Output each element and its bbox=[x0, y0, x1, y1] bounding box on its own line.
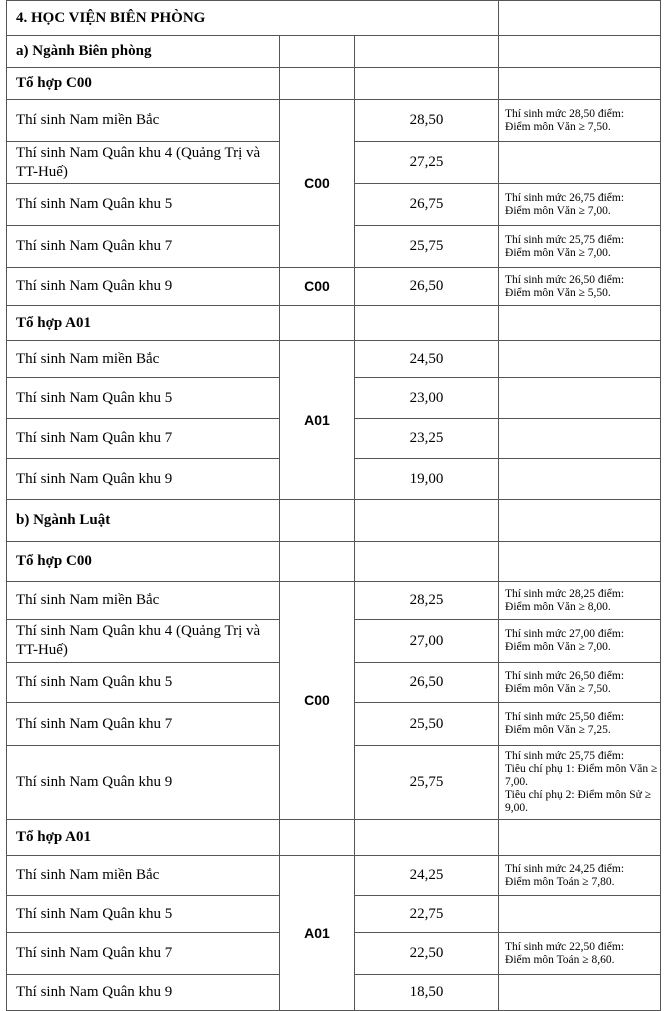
combination-code: C00 bbox=[280, 100, 355, 268]
page-title: 4. HỌC VIỆN BIÊN PHÒNG bbox=[7, 1, 499, 36]
candidate-cell: Thí sinh Nam Quân khu 7 bbox=[7, 933, 280, 975]
candidate-cell: Thí sinh Nam Quân khu 9 bbox=[7, 746, 280, 820]
note-line: Thí sinh mức 28,50 điểm: bbox=[505, 107, 625, 120]
candidate-cell: Thí sinh Nam Quân khu 4 (Quảng Trị và TT-Huế) bbox=[7, 142, 280, 184]
candidate-cell: Thí sinh Nam Quân khu 7 bbox=[7, 226, 280, 268]
admission-scores-table bbox=[6, 0, 661, 1011]
note-cell bbox=[499, 620, 661, 663]
score-cell: 28,25 bbox=[355, 582, 499, 620]
note-line: Thí sinh mức 26,50 điểm: bbox=[505, 669, 625, 682]
note-cell bbox=[499, 341, 661, 378]
combination-code: A01 bbox=[280, 341, 355, 500]
candidate-cell: Thí sinh Nam Quân khu 7 bbox=[7, 703, 280, 746]
table-row bbox=[7, 100, 661, 142]
candidate-cell: Thí sinh Nam Quân khu 4 (Quảng Trị và TT-Huế) bbox=[7, 620, 280, 663]
note-cell bbox=[499, 268, 661, 306]
score-cell: 27,25 bbox=[355, 142, 499, 184]
score-cell: 23,25 bbox=[355, 419, 499, 459]
note-line: Thí sinh mức 25,75 điểm: bbox=[505, 750, 625, 762]
section-heading-row bbox=[7, 500, 661, 542]
candidate-cell: Thí sinh Nam Quân khu 5 bbox=[7, 378, 280, 419]
note-line: Thí sinh mức 26,50 điểm: bbox=[505, 273, 625, 286]
note-cell bbox=[499, 100, 661, 142]
candidate-cell: Thí sinh Nam Quân khu 9 bbox=[7, 268, 280, 306]
note-cell bbox=[499, 746, 661, 820]
note-line: Thí sinh mức 25,75 điểm: bbox=[505, 233, 625, 246]
note-line: Điểm môn Văn ≥ 7,00. bbox=[505, 204, 611, 217]
note-line: Tiêu chí phụ 2: Điểm môn Sử ≥ 9,00. bbox=[505, 789, 652, 814]
section-heading: b) Ngành Luật bbox=[7, 500, 280, 542]
combination-code: C00 bbox=[280, 268, 355, 306]
candidate-cell: Thí sinh Nam miền Bắc bbox=[7, 341, 280, 378]
score-cell: 26,75 bbox=[355, 184, 499, 226]
section-heading: a) Ngành Biên phòng bbox=[7, 36, 280, 68]
note-line: Điểm môn Văn ≥ 7,00. bbox=[505, 641, 611, 653]
score-cell: 25,75 bbox=[355, 746, 499, 820]
note-line: Thí sinh mức 27,00 điểm: bbox=[505, 628, 625, 640]
note-cell bbox=[499, 419, 661, 459]
candidate-cell: Thí sinh Nam Quân khu 5 bbox=[7, 896, 280, 933]
table-row bbox=[7, 582, 661, 620]
candidate-cell: Thí sinh Nam miền Bắc bbox=[7, 582, 280, 620]
score-cell: 26,50 bbox=[355, 663, 499, 703]
candidate-cell: Thí sinh Nam miền Bắc bbox=[7, 100, 280, 142]
score-cell: 24,50 bbox=[355, 341, 499, 378]
note-line: Điểm môn Văn ≥ 7,50. bbox=[505, 682, 611, 695]
candidate-cell: Thí sinh Nam Quân khu 5 bbox=[7, 184, 280, 226]
section-heading-row bbox=[7, 36, 661, 68]
group-heading-row bbox=[7, 542, 661, 582]
note-cell bbox=[499, 933, 661, 975]
score-cell: 25,75 bbox=[355, 226, 499, 268]
note-cell bbox=[499, 142, 661, 184]
note-line: Điểm môn Văn ≥ 7,00. bbox=[505, 246, 611, 259]
score-cell: 27,00 bbox=[355, 620, 499, 663]
note-cell bbox=[499, 975, 661, 1011]
combination-code: A01 bbox=[280, 856, 355, 1011]
candidate-cell: Thí sinh Nam Quân khu 5 bbox=[7, 663, 280, 703]
note-line: Thí sinh mức 24,25 điểm: bbox=[505, 862, 625, 875]
candidate-cell: Thí sinh Nam Quân khu 9 bbox=[7, 459, 280, 500]
score-cell: 22,75 bbox=[355, 896, 499, 933]
note-line: Thí sinh mức 26,75 điểm: bbox=[505, 191, 625, 204]
note-cell bbox=[499, 582, 661, 620]
group-heading-row bbox=[7, 68, 661, 100]
score-cell: 18,50 bbox=[355, 975, 499, 1011]
table-row bbox=[7, 856, 661, 896]
score-cell: 19,00 bbox=[355, 459, 499, 500]
score-cell: 25,50 bbox=[355, 703, 499, 746]
note-cell bbox=[499, 896, 661, 933]
candidate-cell: Thí sinh Nam miền Bắc bbox=[7, 856, 280, 896]
note-line: Điểm môn Văn ≥ 8,00. bbox=[505, 600, 611, 613]
table-row bbox=[7, 268, 661, 306]
note-cell bbox=[499, 184, 661, 226]
combination-code: C00 bbox=[280, 582, 355, 820]
candidate-cell: Thí sinh Nam Quân khu 7 bbox=[7, 419, 280, 459]
group-heading-row bbox=[7, 820, 661, 856]
note-cell bbox=[499, 703, 661, 746]
group-heading-row bbox=[7, 306, 661, 341]
note-line: Thí sinh mức 28,25 điểm: bbox=[505, 587, 625, 600]
candidate-cell: Thí sinh Nam Quân khu 9 bbox=[7, 975, 280, 1011]
score-cell: 26,50 bbox=[355, 268, 499, 306]
note-line: Điểm môn Văn ≥ 7,25. bbox=[505, 724, 611, 736]
note-line: Điểm môn Toán ≥ 7,80. bbox=[505, 875, 615, 888]
group-heading: Tổ hợp C00 bbox=[7, 542, 280, 582]
group-heading: Tổ hợp A01 bbox=[7, 306, 280, 341]
note-line: Điểm môn Văn ≥ 5,50. bbox=[505, 286, 611, 299]
title-row bbox=[7, 1, 661, 36]
score-cell: 28,50 bbox=[355, 100, 499, 142]
note-line: Điểm môn Toán ≥ 8,60. bbox=[505, 953, 615, 966]
group-heading: Tổ hợp C00 bbox=[7, 68, 280, 100]
note-cell bbox=[499, 226, 661, 268]
note-line: Điểm môn Văn ≥ 7,50. bbox=[505, 120, 611, 133]
table-row bbox=[7, 341, 661, 378]
note-line: Thí sinh mức 22,50 điểm: bbox=[505, 940, 625, 953]
score-cell: 22,50 bbox=[355, 933, 499, 975]
score-cell: 24,25 bbox=[355, 856, 499, 896]
note-cell bbox=[499, 459, 661, 500]
note-cell bbox=[499, 663, 661, 703]
group-heading: Tổ hợp A01 bbox=[7, 820, 280, 856]
note-cell bbox=[499, 378, 661, 419]
note-cell bbox=[499, 856, 661, 896]
note-line: Tiêu chí phụ 1: Điểm môn Văn ≥ 7,00. bbox=[505, 763, 658, 788]
note-line: Thí sinh mức 25,50 điểm: bbox=[505, 711, 625, 723]
score-cell: 23,00 bbox=[355, 378, 499, 419]
